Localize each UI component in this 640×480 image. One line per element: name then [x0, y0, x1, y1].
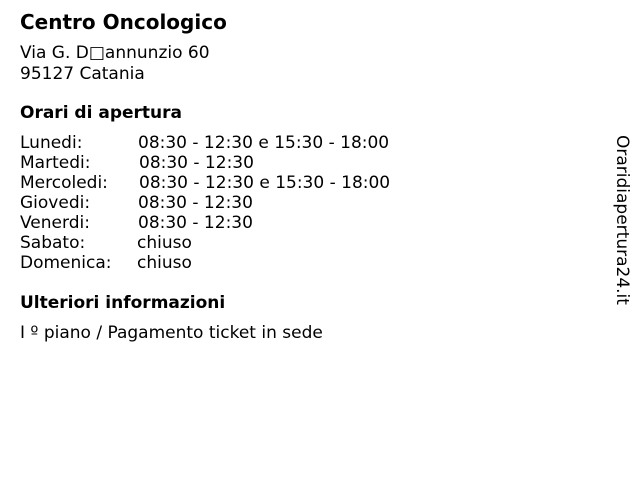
page-title: Centro Oncologico — [20, 10, 227, 34]
day-label: Martedi: — [20, 153, 91, 173]
day-label: Sabato: — [20, 233, 86, 253]
additional-info-text: I º piano / Pagamento ticket in sede — [20, 323, 323, 343]
additional-info-heading: Ulteriori informazioni — [20, 293, 226, 313]
day-label: Giovedi: — [20, 193, 91, 213]
address-block — [20, 43, 210, 85]
day-label: Lunedi: — [20, 133, 83, 153]
opening-hours-heading: Orari di apertura — [20, 103, 182, 123]
day-hours: 08:30 - 12:30 — [138, 193, 253, 213]
day-hours: 08:30 - 12:30 — [139, 153, 254, 173]
site-watermark: Oraridiapertura24.it — [612, 135, 632, 305]
day-hours: chiuso — [137, 233, 192, 253]
day-hours: 08:30 - 12:30 e 15:30 - 18:00 — [139, 173, 391, 193]
day-label: Domenica: — [20, 253, 112, 273]
day-label: Mercoledi: — [20, 173, 108, 193]
address-city: 95127 Catania — [20, 64, 145, 84]
day-label: Venerdi: — [20, 213, 90, 233]
day-hours: 08:30 - 12:30 — [138, 213, 253, 233]
day-hours: chiuso — [137, 253, 192, 273]
address-street: Via G. D□annunzio 60 — [20, 43, 210, 63]
day-hours: 08:30 - 12:30 e 15:30 - 18:00 — [138, 133, 390, 153]
